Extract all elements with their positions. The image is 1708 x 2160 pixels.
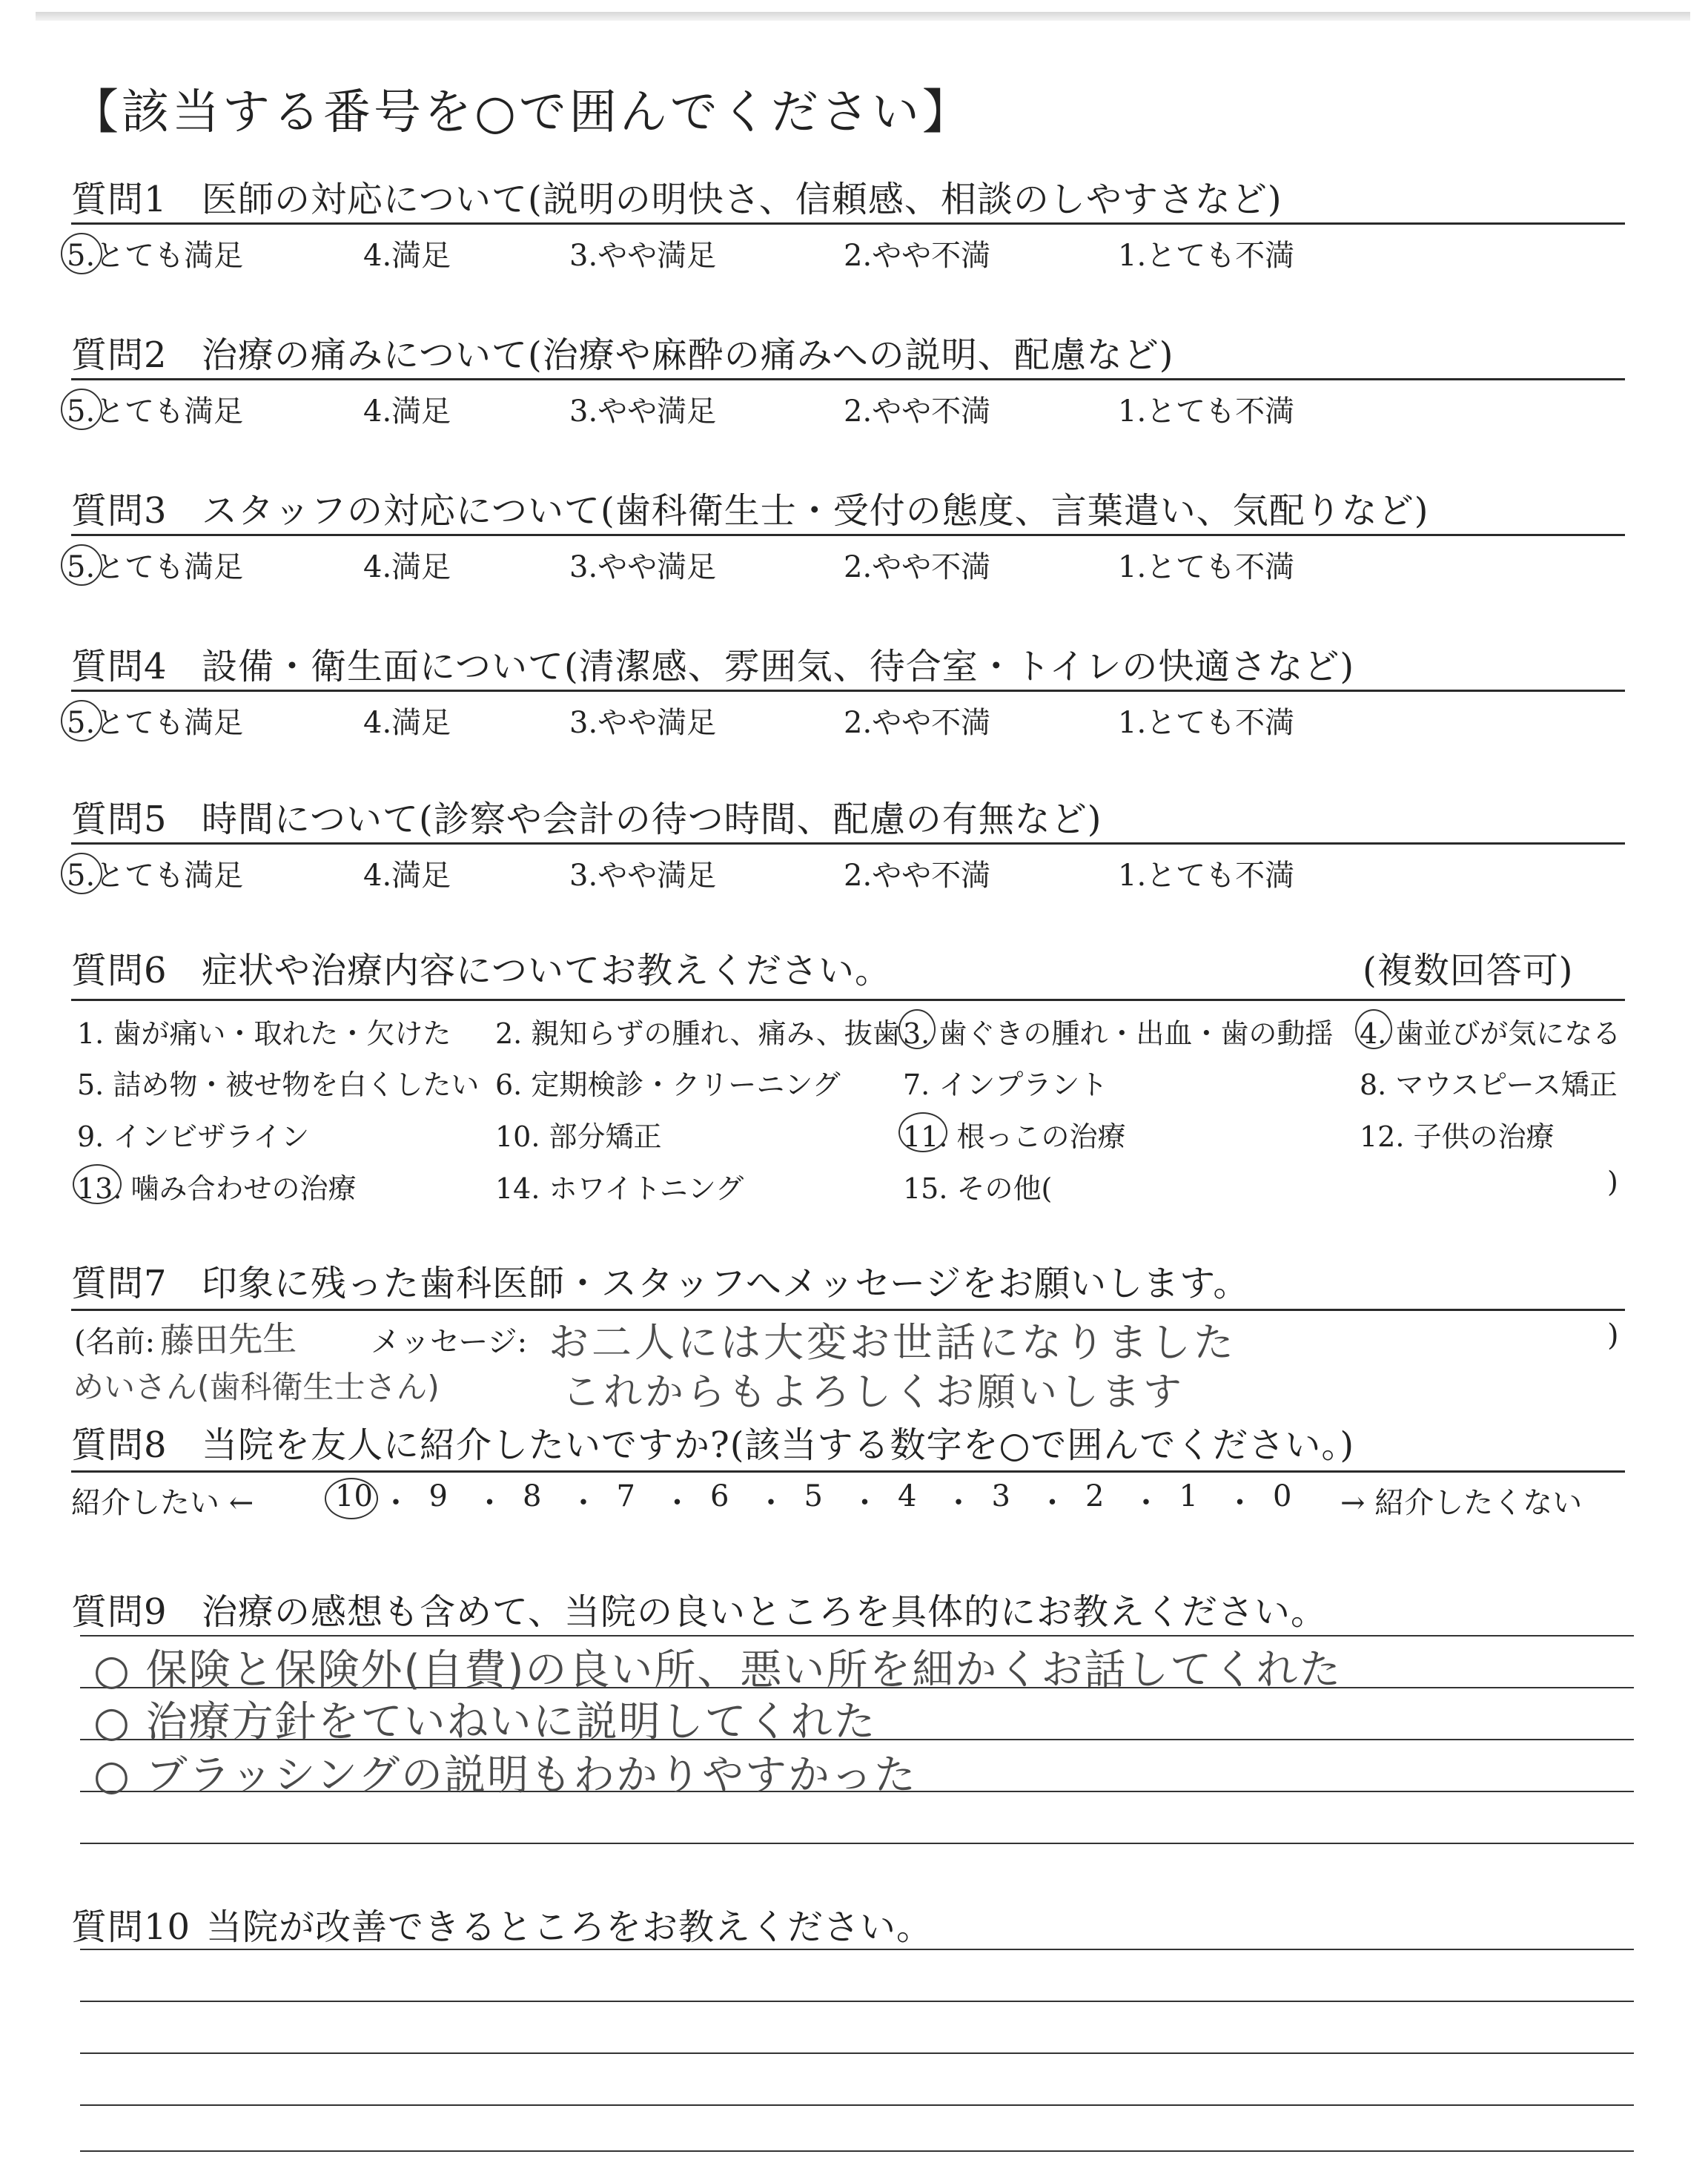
q7-close-paren: ): [1607, 1318, 1619, 1353]
q4-text: 設備・衛生面について(清潔感、雰囲気、待合室・トイレの快適さなど): [202, 646, 1355, 687]
q8-number: 0: [1273, 1479, 1292, 1513]
q6-option: 2. 親知らずの腫れ、痛み、抜歯: [495, 1017, 901, 1050]
q2-option: 2.やや不満: [844, 394, 991, 429]
q4-selected-circle: [61, 700, 102, 742]
q3-option: 1.とても不満: [1118, 550, 1295, 584]
q6-option: 7. インプラント: [903, 1069, 1108, 1101]
q2-option: 3.やや満足: [569, 394, 717, 429]
q6-option: 13. 噛み合わせの治療: [77, 1172, 357, 1205]
q8-separator: ・: [381, 1486, 411, 1520]
q8-number: 8: [523, 1479, 542, 1513]
q8-separator: ・: [474, 1486, 505, 1520]
q8-label: 質問8: [71, 1424, 168, 1466]
q10-line-2: [80, 2001, 1634, 2002]
q2-rule: [71, 378, 1625, 380]
q2-option: 5.とても満足: [67, 394, 244, 429]
q7-name-label: (名前:: [74, 1325, 156, 1359]
q2-label: 質問2: [71, 334, 168, 376]
q6-selected-circle: [898, 1009, 936, 1049]
q3-label: 質問3: [71, 490, 168, 532]
q7-text: 印象に残った歯科医師・スタッフへメッセージをお願いします。: [202, 1263, 1250, 1304]
q5-option: 4.満足: [363, 859, 451, 893]
q7-handwritten-message-2: これからもよろしくお願いします: [562, 1370, 1185, 1415]
q8-text: 当院を友人に紹介したいですか?(該当する数字を○で囲んでください。): [202, 1424, 1355, 1466]
q3-rule: [71, 534, 1625, 536]
q7-label: 質問7: [71, 1263, 168, 1304]
q4-option: 3.やや満足: [569, 706, 717, 740]
q9-label: 質問9: [71, 1591, 168, 1633]
q8-number: 5: [804, 1479, 823, 1513]
q8-separator: ・: [662, 1486, 692, 1520]
q8-rule: [71, 1470, 1625, 1473]
q6-option: 12. 子供の治療: [1360, 1120, 1555, 1153]
q2-selected-circle: [61, 389, 102, 430]
q8-separator: ・: [944, 1486, 973, 1520]
q8-separator: ・: [1037, 1486, 1068, 1520]
q9-answer-2: ○ 治療方針をていねいに説明してくれた: [93, 1698, 877, 1746]
q6-option: 9. インビザライン: [77, 1120, 310, 1153]
q5-selected-circle: [61, 853, 102, 894]
q7-handwritten-message-1: お二人には大変お世話になりました: [549, 1319, 1237, 1366]
q6-note: (複数回答可): [1363, 950, 1574, 991]
q8-separator: ・: [1225, 1486, 1255, 1520]
q4-label: 質問4: [71, 646, 168, 687]
q6-label: 質問6: [71, 950, 168, 991]
q1-rule: [71, 222, 1625, 225]
q1-option: 3.やや満足: [569, 239, 717, 273]
q8-number: 1: [1179, 1479, 1198, 1513]
q1-selected-circle: [61, 233, 102, 274]
q4-option: 2.やや不満: [844, 706, 991, 740]
q7-handwritten-name-2: めいさん(歯科衛生士さん): [73, 1369, 440, 1405]
page-title: 【該当する番号を○で囲んでください】: [71, 85, 973, 140]
q9-text: 治療の感想も含めて、当院の良いところを具体的にお教えください。: [202, 1591, 1328, 1633]
q5-option: 2.やや不満: [844, 859, 991, 893]
q1-option: 4.満足: [363, 239, 451, 273]
q1-label: 質問1: [71, 179, 168, 220]
q6-option: 5. 詰め物・被せ物を白くしたい: [77, 1069, 480, 1101]
q6-option: 14. ホワイトニング: [495, 1172, 744, 1205]
q5-text: 時間について(診察や会計の待つ時間、配慮の有無など): [202, 799, 1102, 840]
q5-rule: [71, 842, 1625, 845]
q6-option: 6. 定期検診・クリーニング: [495, 1069, 841, 1101]
q3-option: 4.満足: [363, 550, 451, 584]
q6-rule: [71, 999, 1625, 1001]
q1-option: 2.やや不満: [844, 239, 991, 273]
q9-answer-1: ○ 保険と保険外(自費)の良い所、悪い所を細かくお話してくれた: [93, 1646, 1343, 1694]
q8-number: 6: [710, 1479, 729, 1513]
q3-selected-circle: [61, 544, 102, 586]
q6-option: 1. 歯が痛い・取れた・欠けた: [77, 1017, 451, 1050]
q3-option: 5.とても満足: [67, 550, 244, 584]
q6-option: 11. 根っこの治療: [903, 1120, 1126, 1153]
q6-option: 3. 歯ぐきの腫れ・出血・歯の動揺: [903, 1017, 1334, 1050]
q6-selected-circle: [1355, 1009, 1392, 1049]
q8-number: 9: [428, 1479, 448, 1513]
scan-top-edge: [36, 12, 1690, 21]
q6-option: ): [1607, 1166, 1618, 1198]
q6-option: 10. 部分矯正: [495, 1120, 662, 1153]
q4-option: 5.とても満足: [67, 706, 244, 740]
q6-selected-circle: [73, 1164, 122, 1204]
q10-line-1: [80, 1949, 1634, 1950]
q4-rule: [71, 690, 1625, 692]
q8-right-label: → 紹介したくない: [1340, 1486, 1583, 1520]
q6-option: 4. 歯並びが気になる: [1360, 1017, 1621, 1050]
q10-line-5: [80, 2150, 1634, 2152]
q3-option: 2.やや不満: [844, 550, 991, 584]
q3-text: スタッフの対応について(歯科衛生士・受付の態度、言葉遣い、気配りなど): [202, 490, 1429, 532]
q9-line-5: [80, 1843, 1634, 1844]
q5-label: 質問5: [71, 799, 168, 840]
q5-option: 5.とても満足: [67, 859, 244, 893]
q2-text: 治療の痛みについて(治療や麻酔の痛みへの説明、配慮など): [202, 334, 1174, 376]
q8-separator: ・: [569, 1486, 598, 1520]
q8-separator: ・: [1131, 1486, 1161, 1520]
q5-option: 1.とても不満: [1118, 859, 1295, 893]
q8-number: 4: [898, 1479, 917, 1513]
q4-option: 4.満足: [363, 706, 451, 740]
q8-selected-circle: [325, 1478, 378, 1519]
q6-selected-circle: [898, 1112, 947, 1152]
q8-separator: ・: [756, 1486, 786, 1520]
q10-line-4: [80, 2104, 1634, 2106]
q10-line-3: [80, 2052, 1634, 2054]
q2-option: 4.満足: [363, 394, 451, 429]
q10-text: 当院が改善できるところをお教えください。: [206, 1906, 933, 1948]
q3-option: 3.やや満足: [569, 550, 717, 584]
q10-label: 質問10: [71, 1906, 191, 1948]
q6-option: 8. マウスピース矯正: [1360, 1069, 1618, 1101]
q5-option: 3.やや満足: [569, 859, 717, 893]
q7-handwritten-name-1: 藤田先生: [159, 1318, 297, 1361]
q9-answer-3: ○ ブラッシングの説明もわかりやすかった: [93, 1751, 918, 1800]
q2-option: 1.とても不満: [1118, 394, 1295, 429]
q6-text: 症状や治療内容についてお教えください。: [202, 950, 892, 991]
q6-option: 15. その他(: [903, 1172, 1053, 1205]
q8-left-label: 紹介したい ←: [71, 1486, 254, 1520]
q9-line-1: [80, 1635, 1634, 1636]
q8-separator: ・: [850, 1486, 880, 1520]
q1-option: 5.とても満足: [67, 239, 244, 273]
q8-number: 7: [616, 1479, 635, 1513]
q8-number: 10: [335, 1479, 373, 1513]
q1-text: 医師の対応について(説明の明快さ、信頼感、相談のしやすさなど): [202, 179, 1282, 220]
q4-option: 1.とても不満: [1118, 706, 1295, 740]
q1-option: 1.とても不満: [1118, 239, 1295, 273]
q8-number: 3: [991, 1479, 1010, 1513]
q7-message-label: メッセージ:: [371, 1325, 528, 1359]
q8-number: 2: [1085, 1479, 1105, 1513]
